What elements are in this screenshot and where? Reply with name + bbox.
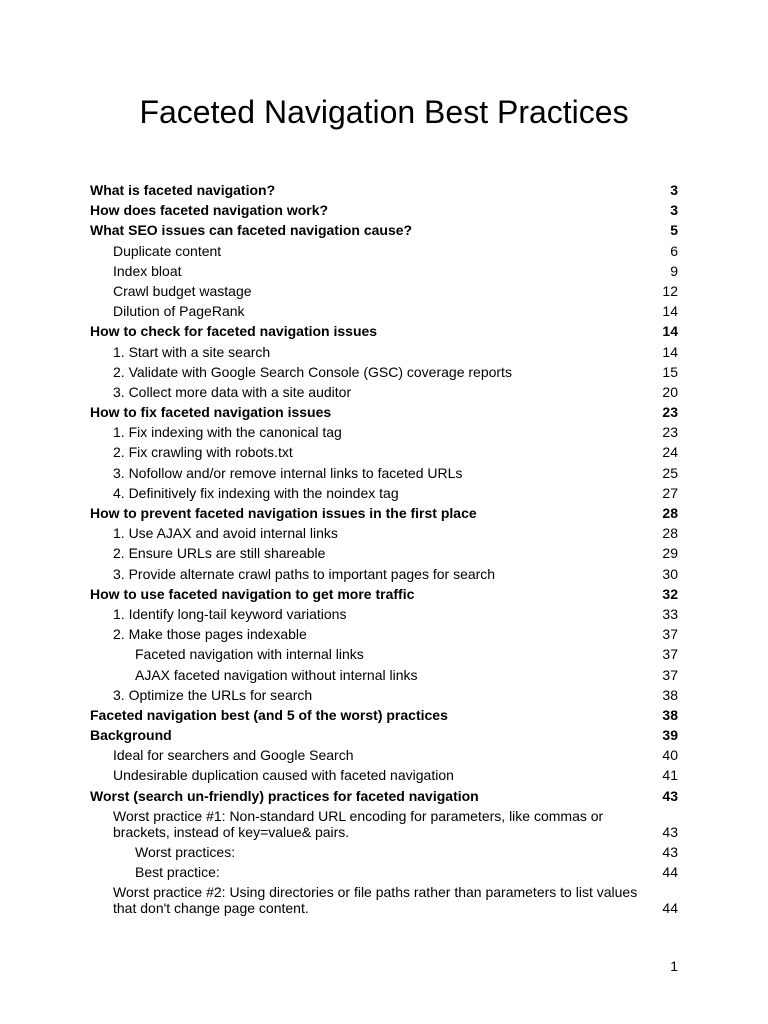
toc-entry-title: 2. Validate with Google Search Console (GSC) coverage reports xyxy=(113,363,512,380)
toc-entry-title: Worst (search un-friendly) practices for faceted navigation xyxy=(90,787,479,804)
toc-entry-page: 28 xyxy=(662,505,678,521)
toc-entry-title: What is faceted navigation? xyxy=(90,182,276,198)
toc-entry-page: 41 xyxy=(662,767,678,784)
toc-entry[interactable] xyxy=(90,503,678,523)
toc-entry-title: Ideal for searchers and Google Search xyxy=(113,747,354,764)
toc-entry-title: 1. Use AJAX and avoid internal links xyxy=(113,525,338,542)
toc-entry-page: 39 xyxy=(662,727,678,744)
toc-entry[interactable] xyxy=(90,543,678,563)
toc-entry-page: 43 xyxy=(662,844,678,860)
toc-entry[interactable] xyxy=(90,442,678,462)
toc-entry[interactable] xyxy=(90,261,678,281)
toc-entry-page: 37 xyxy=(662,646,678,663)
toc-entry-page: 23 xyxy=(662,424,678,441)
toc-entry-page: 23 xyxy=(662,404,678,421)
toc-entry-title: Faceted navigation with internal links xyxy=(135,646,364,663)
toc-entry-page: 14 xyxy=(662,343,678,360)
toc-entry-title: How to check for faceted navigation issues xyxy=(90,323,378,340)
toc-entry[interactable] xyxy=(90,301,678,321)
toc-entry-title: Best practice: xyxy=(135,864,220,881)
toc-entry-title: How to use faceted navigation to get more traffic xyxy=(90,585,415,602)
toc-entry[interactable] xyxy=(90,765,678,785)
toc-entry-page: 32 xyxy=(662,585,678,602)
toc-entry[interactable] xyxy=(90,200,678,220)
toc-entry-page: 24 xyxy=(662,444,678,461)
table-of-contents xyxy=(90,180,678,919)
toc-entry-title: 1. Identify long-tail keyword variations xyxy=(113,605,347,622)
toc-entry-page: 3 xyxy=(670,182,678,198)
toc-entry-page: 14 xyxy=(662,323,678,340)
toc-entry-page: 14 xyxy=(662,303,678,320)
toc-entry[interactable] xyxy=(90,422,678,442)
toc-entry[interactable] xyxy=(90,362,678,382)
toc-entry[interactable] xyxy=(90,882,678,918)
toc-entry-page: 29 xyxy=(662,545,678,562)
toc-entry[interactable] xyxy=(90,806,678,842)
toc-entry-title: How to fix faceted navigation issues xyxy=(90,404,332,421)
toc-entry-title: Worst practices: xyxy=(135,844,236,860)
toc-entry-page: 15 xyxy=(662,363,678,380)
toc-entry[interactable] xyxy=(90,745,678,765)
toc-entry[interactable] xyxy=(90,523,678,543)
toc-entry-title: How to prevent faceted navigation issues in the first place xyxy=(90,505,477,521)
toc-entry-page: 37 xyxy=(662,666,678,683)
toc-entry[interactable] xyxy=(90,180,678,200)
toc-entry[interactable] xyxy=(90,624,678,644)
toc-entry-title: Faceted navigation best (and 5 of the worst) practices xyxy=(90,706,448,723)
toc-entry-page: 37 xyxy=(662,626,678,643)
toc-entry-page: 44 xyxy=(662,900,678,917)
toc-entry-title: What SEO issues can faceted navigation cause? xyxy=(90,222,413,239)
toc-entry-page: 28 xyxy=(662,525,678,542)
toc-entry[interactable] xyxy=(90,842,678,862)
toc-entry[interactable] xyxy=(90,463,678,483)
toc-entry-page: 9 xyxy=(670,262,678,279)
page-number: 1 xyxy=(670,958,678,974)
toc-entry-title: 3. Nofollow and/or remove internal links to faceted URLs xyxy=(113,464,463,481)
toc-entry-title: Undesirable duplication caused with faceted navigation xyxy=(113,767,454,784)
toc-entry-page: 3 xyxy=(670,202,678,219)
toc-entry[interactable] xyxy=(90,220,678,240)
toc-entry-page: 6 xyxy=(670,242,678,259)
toc-entry-page: 38 xyxy=(662,686,678,703)
toc-entry[interactable] xyxy=(90,604,678,624)
toc-entry[interactable] xyxy=(90,862,678,882)
toc-entry-page: 38 xyxy=(662,706,678,723)
toc-entry-title: 3. Optimize the URLs for search xyxy=(113,686,313,703)
toc-entry-title: 3. Provide alternate crawl paths to important pages for search xyxy=(113,565,496,582)
toc-entry-title: 1. Start with a site search xyxy=(113,343,271,360)
toc-entry-title: How does faceted navigation work? xyxy=(90,202,329,219)
toc-entry-page: 25 xyxy=(662,464,678,481)
toc-entry[interactable] xyxy=(90,665,678,685)
toc-entry-title: 4. Definitively fix indexing with the noindex tag xyxy=(113,484,399,501)
toc-entry-title: 3. Collect more data with a site auditor xyxy=(113,383,352,400)
toc-entry[interactable] xyxy=(90,786,678,806)
toc-entry-page: 43 xyxy=(662,823,678,840)
toc-entry-title: Dilution of PageRank xyxy=(113,303,245,320)
toc-entry-title: Background xyxy=(90,727,172,744)
toc-entry[interactable] xyxy=(90,281,678,301)
toc-entry[interactable] xyxy=(90,402,678,422)
toc-entry-title: Duplicate content xyxy=(113,242,222,259)
toc-entry-title: 2. Ensure URLs are still shareable xyxy=(113,545,326,562)
toc-entry[interactable] xyxy=(90,725,678,745)
toc-entry[interactable] xyxy=(90,685,678,705)
toc-entry-page: 27 xyxy=(662,484,678,501)
page-title: Faceted Navigation Best Practices xyxy=(139,94,629,130)
toc-entry[interactable] xyxy=(90,241,678,261)
toc-entry[interactable] xyxy=(90,342,678,362)
toc-entry-page: 33 xyxy=(662,605,678,622)
toc-entry[interactable] xyxy=(90,321,678,341)
toc-entry-page: 12 xyxy=(662,282,678,299)
toc-entry-title: 2. Make those pages indexable xyxy=(113,626,307,643)
toc-entry[interactable] xyxy=(90,705,678,725)
toc-entry-page: 44 xyxy=(662,864,678,881)
toc-entry-page: 20 xyxy=(662,383,678,400)
toc-entry[interactable] xyxy=(90,584,678,604)
toc-entry-page: 30 xyxy=(662,565,678,582)
toc-entry-title: Worst practice #1: Non-standard URL encoding for parameters, like commas or brackets, instead of key=value& pairs. xyxy=(113,807,604,840)
toc-entry-page: 5 xyxy=(670,222,678,239)
toc-entry-title: Crawl budget wastage xyxy=(113,282,252,299)
toc-entry[interactable] xyxy=(90,382,678,402)
toc-entry-title: 2. Fix crawling with robots.txt xyxy=(113,444,293,461)
toc-entry[interactable] xyxy=(90,564,678,584)
toc-entry-title: AJAX faceted navigation without internal links xyxy=(135,666,418,683)
toc-entry-title: Worst practice #2: Using directories or file paths rather than parameters to list values that don't change page content. xyxy=(113,884,638,917)
toc-entry[interactable] xyxy=(90,483,678,503)
toc-entry-title: 1. Fix indexing with the canonical tag xyxy=(113,424,342,441)
toc-entry-page: 43 xyxy=(662,787,678,804)
toc-entry-title: Index bloat xyxy=(113,262,182,279)
toc-entry-page: 40 xyxy=(662,747,678,764)
toc-entry[interactable] xyxy=(90,644,678,664)
